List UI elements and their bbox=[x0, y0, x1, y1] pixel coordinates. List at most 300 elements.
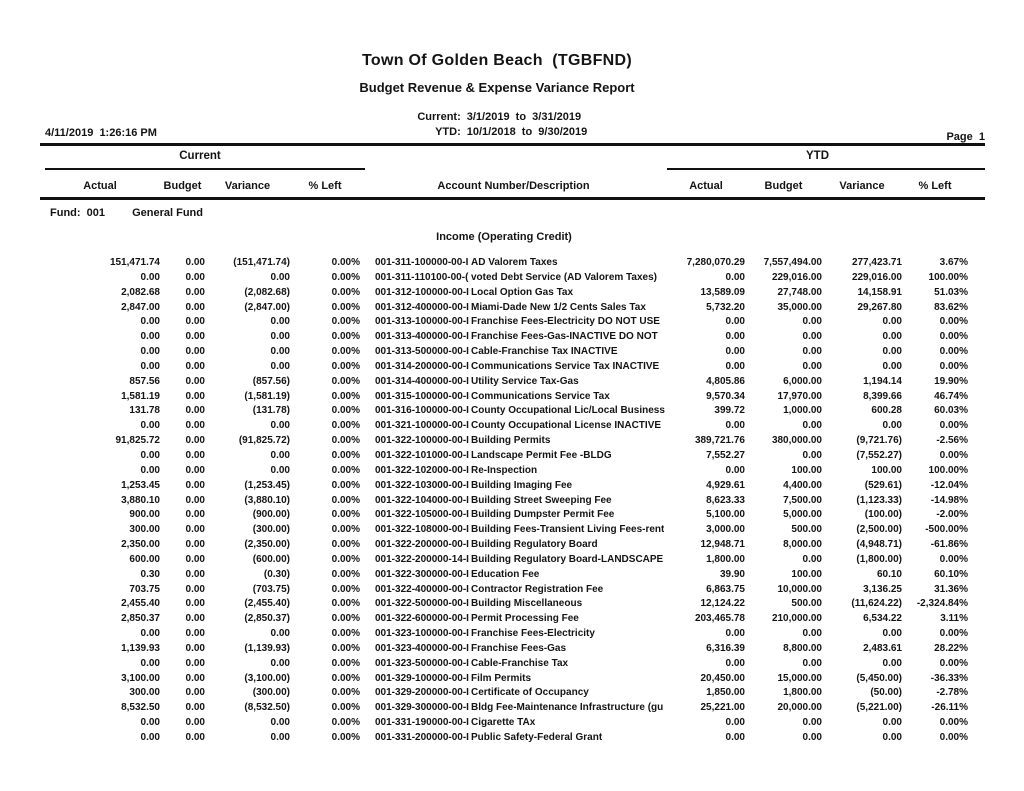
ytd-variance-cell: 0.00 bbox=[882, 360, 902, 372]
ytd-pct-left-cell: 0.00% bbox=[939, 449, 968, 461]
ytd-budget-cell: 500.00 bbox=[791, 524, 822, 536]
current-pct-left-cell: 0.00% bbox=[331, 524, 360, 536]
current-pct-left-cell: 0.00% bbox=[331, 657, 360, 669]
table-row bbox=[0, 612, 1024, 627]
ytd-actual-cell: 0.00 bbox=[725, 331, 745, 343]
current-actual-cell: 0.00 bbox=[140, 732, 160, 743]
ytd-pct-left-cell: -61.86% bbox=[930, 539, 968, 551]
account-description: Miami-Dade New 1/2 Cents Sales Tax bbox=[471, 301, 646, 313]
ytd-budget-cell: 0.00 bbox=[802, 657, 822, 669]
current-actual-cell: 2,847.00 bbox=[121, 301, 160, 313]
ytd-pct-left-cell: -2.56% bbox=[936, 435, 968, 447]
ytd-budget-cell: 0.00 bbox=[802, 628, 822, 640]
current-budget-cell: 0.00 bbox=[185, 657, 205, 669]
table-row bbox=[0, 568, 1024, 583]
ytd-pct-left-cell: 0.00% bbox=[939, 316, 968, 328]
current-variance-cell: (900.00) bbox=[252, 509, 290, 521]
current-pct-left-cell: 0.00% bbox=[331, 509, 360, 521]
account-cell bbox=[360, 523, 667, 538]
current-pct-left-cell: 0.00% bbox=[331, 316, 360, 328]
ytd-pct-left-cell: 0.00% bbox=[939, 420, 968, 432]
current-pct-left-cell: 0.00% bbox=[331, 346, 360, 358]
ytd-pct-left-cell: -500.00% bbox=[925, 524, 968, 536]
current-budget-cell: 0.00 bbox=[185, 732, 205, 743]
current-variance-cell: 0.00 bbox=[270, 732, 290, 743]
ytd-pct-left-cell: -12.04% bbox=[930, 479, 968, 491]
current-variance-cell: (0.30) bbox=[263, 568, 290, 580]
ytd-pct-left-cell: 51.03% bbox=[934, 286, 968, 298]
table-row bbox=[0, 716, 1024, 731]
current-variance-cell: (2,850.37) bbox=[244, 613, 290, 625]
report-period-inner bbox=[397, 110, 587, 140]
current-variance-cell: 0.00 bbox=[270, 316, 290, 328]
ytd-pct-left-cell: 60.03% bbox=[934, 405, 968, 417]
table-row bbox=[0, 360, 1024, 375]
ytd-actual-cell: 389,721.76 bbox=[694, 435, 745, 447]
account-number: 001-322-200000-14-I bbox=[375, 553, 469, 565]
account-cell bbox=[360, 404, 667, 419]
ytd-pct-left-cell: 31.36% bbox=[934, 583, 968, 595]
ytd-budget-cell: 0.00 bbox=[802, 553, 822, 565]
account-cell bbox=[360, 701, 667, 716]
account-cell bbox=[360, 716, 667, 731]
account-cell bbox=[360, 464, 667, 479]
current-pct-left-cell: 0.00% bbox=[331, 301, 360, 313]
current-actual-cell: 1,581.19 bbox=[121, 390, 160, 402]
current-actual-cell: 703.75 bbox=[129, 583, 160, 595]
table-row bbox=[0, 553, 1024, 568]
current-actual-cell: 300.00 bbox=[129, 687, 160, 699]
account-description: Cigarette TAx bbox=[471, 717, 536, 729]
current-pct-left-cell: 0.00% bbox=[331, 628, 360, 640]
current-pct-left-cell: 0.00% bbox=[331, 405, 360, 417]
current-pct-left-cell: 0.00% bbox=[331, 732, 360, 743]
current-pct-left-cell: 0.00% bbox=[331, 449, 360, 461]
account-cell bbox=[360, 449, 667, 464]
account-description: Public Safety-Federal Grant bbox=[471, 732, 603, 743]
current-pct-left-cell: 0.00% bbox=[331, 494, 360, 506]
column-header-row bbox=[0, 180, 1024, 192]
account-number: 001-331-200000-00-I bbox=[375, 732, 469, 743]
col-header-ytd-actual: Actual bbox=[689, 180, 723, 192]
ytd-variance-cell: 0.00 bbox=[882, 331, 902, 343]
ytd-variance-cell: (5,450.00) bbox=[856, 672, 902, 684]
ytd-actual-cell: 1,800.00 bbox=[706, 553, 745, 565]
current-budget-cell: 0.00 bbox=[185, 316, 205, 328]
table-row bbox=[0, 538, 1024, 553]
ytd-pct-left-cell: -2.78% bbox=[936, 687, 968, 699]
ytd-variance-cell: 3,136.25 bbox=[863, 583, 902, 595]
account-number: 001-314-200000-00-I bbox=[375, 360, 469, 372]
col-header-account: Account Number/Description bbox=[437, 180, 590, 192]
current-pct-left-cell: 0.00% bbox=[331, 479, 360, 491]
current-budget-cell: 0.00 bbox=[185, 405, 205, 417]
ytd-actual-cell: 7,552.27 bbox=[706, 449, 745, 461]
current-variance-cell: (1,139.93) bbox=[244, 642, 290, 654]
account-description: Building Regulatory Board bbox=[471, 539, 598, 551]
current-budget-cell: 0.00 bbox=[185, 702, 205, 714]
table-row bbox=[0, 597, 1024, 612]
current-variance-cell: 0.00 bbox=[270, 449, 290, 461]
account-description: Building Street Sweeping Fee bbox=[471, 494, 612, 506]
account-description: Cable-Franchise Tax INACTIVE bbox=[471, 346, 618, 358]
section-title: Income (Operating Credit) bbox=[436, 231, 572, 243]
current-actual-cell: 0.00 bbox=[140, 449, 160, 461]
ytd-budget-cell: 0.00 bbox=[802, 331, 822, 343]
table-row bbox=[0, 672, 1024, 687]
account-description: Building Permits bbox=[471, 435, 551, 447]
ytd-variance-cell: (100.00) bbox=[864, 509, 902, 521]
account-number: 001-322-104000-00-I bbox=[375, 494, 469, 506]
table-row bbox=[0, 390, 1024, 405]
current-budget-cell: 0.00 bbox=[185, 717, 205, 729]
ytd-budget-cell: 8,000.00 bbox=[783, 539, 822, 551]
ytd-actual-cell: 0.00 bbox=[725, 732, 745, 743]
current-pct-left-cell: 0.00% bbox=[331, 613, 360, 625]
ytd-actual-cell: 203,465.78 bbox=[694, 613, 745, 625]
ytd-pct-left-cell: 46.74% bbox=[934, 390, 968, 402]
table-row bbox=[0, 701, 1024, 716]
current-variance-cell: 0.00 bbox=[270, 717, 290, 729]
ytd-pct-left-cell: 3.67% bbox=[939, 257, 968, 268]
ytd-group-underline bbox=[667, 168, 985, 170]
ytd-variance-cell: 6,534.22 bbox=[863, 613, 902, 625]
current-variance-cell: (857.56) bbox=[252, 375, 290, 387]
ytd-actual-cell: 5,732.20 bbox=[706, 301, 745, 313]
top-rule bbox=[40, 143, 985, 146]
current-variance-cell: (2,350.00) bbox=[244, 539, 290, 551]
ytd-budget-cell: 500.00 bbox=[791, 598, 822, 610]
ytd-budget-cell: 100.00 bbox=[791, 464, 822, 476]
account-description: AD Valorem Taxes bbox=[471, 257, 558, 268]
ytd-variance-cell: 60.10 bbox=[876, 568, 902, 580]
ytd-actual-cell: 6,863.75 bbox=[706, 583, 745, 595]
current-variance-cell: 0.00 bbox=[270, 346, 290, 358]
account-number: 001-316-100000-00-I bbox=[375, 405, 469, 417]
account-description: Franchise Fees-Electricity bbox=[471, 628, 595, 640]
ytd-budget-cell: 0.00 bbox=[802, 316, 822, 328]
current-pct-left-cell: 0.00% bbox=[331, 702, 360, 714]
current-pct-left-cell: 0.00% bbox=[331, 390, 360, 402]
current-actual-cell: 0.00 bbox=[140, 271, 160, 283]
current-budget-cell: 0.00 bbox=[185, 539, 205, 551]
current-actual-cell: 0.00 bbox=[140, 360, 160, 372]
account-number: 001-313-400000-00-I bbox=[375, 331, 469, 343]
ytd-variance-cell: (11,624.22) bbox=[851, 598, 902, 610]
account-cell bbox=[360, 286, 667, 301]
current-variance-cell: (131.78) bbox=[252, 405, 290, 417]
account-description: Building Dumpster Permit Fee bbox=[471, 509, 615, 521]
current-actual-cell: 300.00 bbox=[129, 524, 160, 536]
col-header-current-actual: Actual bbox=[83, 180, 117, 192]
ytd-variance-cell: 600.28 bbox=[871, 405, 902, 417]
table-row bbox=[0, 301, 1024, 316]
ytd-budget-cell: 380,000.00 bbox=[771, 435, 822, 447]
table-row bbox=[0, 494, 1024, 509]
account-cell bbox=[360, 508, 667, 523]
current-actual-cell: 3,100.00 bbox=[121, 672, 160, 684]
current-budget-cell: 0.00 bbox=[185, 286, 205, 298]
current-actual-cell: 2,455.40 bbox=[121, 598, 160, 610]
ytd-budget-cell: 27,748.00 bbox=[777, 286, 822, 298]
ytd-variance-cell: (1,800.00) bbox=[856, 553, 902, 565]
account-number: 001-322-500000-00-I bbox=[375, 598, 469, 610]
fund-label: Fund: 001 bbox=[50, 207, 106, 219]
col-header-ytd-pct-left: % Left bbox=[918, 180, 952, 192]
ytd-variance-cell: (1,123.33) bbox=[856, 494, 902, 506]
current-variance-cell: (2,455.40) bbox=[244, 598, 290, 610]
ytd-budget-cell: 17,970.00 bbox=[777, 390, 822, 402]
ytd-actual-cell: 0.00 bbox=[725, 360, 745, 372]
account-cell bbox=[360, 301, 667, 316]
ytd-variance-cell: 0.00 bbox=[882, 657, 902, 669]
current-actual-cell: 151,471.74 bbox=[109, 257, 160, 268]
ytd-variance-cell: (5,221.00) bbox=[856, 702, 902, 714]
current-pct-left-cell: 0.00% bbox=[331, 583, 360, 595]
table-row bbox=[0, 731, 1024, 746]
account-cell bbox=[360, 271, 667, 286]
current-budget-cell: 0.00 bbox=[185, 449, 205, 461]
account-description: Local Option Gas Tax bbox=[471, 286, 574, 298]
current-variance-cell: (91,825.72) bbox=[238, 435, 290, 447]
ytd-variance-cell: 0.00 bbox=[882, 628, 902, 640]
current-budget-cell: 0.00 bbox=[185, 257, 205, 268]
account-description: Communications Service Tax bbox=[471, 390, 610, 402]
ytd-actual-cell: 0.00 bbox=[725, 628, 745, 640]
col-header-ytd-variance: Variance bbox=[839, 180, 885, 192]
ytd-variance-cell: 8,399.66 bbox=[863, 390, 902, 402]
account-number: 001-312-400000-00-I bbox=[375, 301, 469, 313]
current-budget-cell: 0.00 bbox=[185, 524, 205, 536]
account-number: 001-322-102000-00-I bbox=[375, 464, 469, 476]
table-row bbox=[0, 523, 1024, 538]
account-cell bbox=[360, 360, 667, 375]
current-pct-left-cell: 0.00% bbox=[331, 286, 360, 298]
current-pct-left-cell: 0.00% bbox=[331, 420, 360, 432]
ytd-pct-left-cell: 3.11% bbox=[940, 613, 968, 625]
ytd-budget-cell: 15,000.00 bbox=[777, 672, 822, 684]
table-row bbox=[0, 449, 1024, 464]
table-row bbox=[0, 657, 1024, 672]
current-pct-left-cell: 0.00% bbox=[331, 568, 360, 580]
table-row bbox=[0, 627, 1024, 642]
current-budget-cell: 0.00 bbox=[185, 435, 205, 447]
account-number: 001-322-103000-00-I bbox=[375, 479, 469, 491]
current-variance-cell: (3,880.10) bbox=[244, 494, 290, 506]
ytd-budget-cell: 8,800.00 bbox=[783, 642, 822, 654]
ytd-variance-cell: 229,016.00 bbox=[851, 271, 902, 283]
current-budget-cell: 0.00 bbox=[185, 687, 205, 699]
current-pct-left-cell: 0.00% bbox=[331, 672, 360, 684]
fund-line bbox=[50, 207, 203, 219]
table-row bbox=[0, 508, 1024, 523]
account-description: Film Permits bbox=[471, 672, 532, 684]
ytd-pct-left-cell: 100.00% bbox=[928, 464, 968, 476]
generated-timestamp: 4/11/2019 1:26:16 PM bbox=[45, 127, 157, 139]
ytd-actual-cell: 3,000.00 bbox=[706, 524, 745, 536]
account-description: Certificate of Occupancy bbox=[471, 687, 589, 699]
current-budget-cell: 0.00 bbox=[185, 479, 205, 491]
account-number: 001-311-110100-00-( bbox=[375, 271, 469, 283]
ytd-variance-cell: 0.00 bbox=[882, 732, 902, 743]
ytd-pct-left-cell: 0.00% bbox=[939, 331, 968, 343]
account-cell bbox=[360, 672, 667, 687]
table-row bbox=[0, 464, 1024, 479]
current-pct-left-cell: 0.00% bbox=[331, 553, 360, 565]
account-description: Building Miscellaneous bbox=[471, 598, 583, 610]
ytd-pct-left-cell: -2,324.84% bbox=[916, 598, 968, 610]
ytd-actual-cell: 0.00 bbox=[725, 657, 745, 669]
current-budget-cell: 0.00 bbox=[185, 509, 205, 521]
ytd-budget-cell: 0.00 bbox=[802, 360, 822, 372]
ytd-actual-cell: 7,280,070.29 bbox=[686, 257, 745, 268]
account-cell bbox=[360, 553, 667, 568]
ytd-actual-cell: 1,850.00 bbox=[706, 687, 745, 699]
account-cell bbox=[360, 315, 667, 330]
ytd-budget-cell: 10,000.00 bbox=[777, 583, 822, 595]
account-cell bbox=[360, 657, 667, 672]
current-group-underline bbox=[45, 168, 365, 170]
account-number: 001-329-100000-00-I bbox=[375, 672, 469, 684]
account-number: 001-322-105000-00-I bbox=[375, 509, 469, 521]
current-actual-cell: 2,082.68 bbox=[121, 286, 160, 298]
ytd-variance-cell: (529.61) bbox=[864, 479, 902, 491]
account-cell bbox=[360, 583, 667, 598]
col-header-current-budget: Budget bbox=[163, 180, 202, 192]
col-header-ytd-budget: Budget bbox=[764, 180, 803, 192]
current-actual-cell: 8,532.50 bbox=[121, 702, 160, 714]
ytd-pct-left-cell: -26.11% bbox=[931, 702, 968, 714]
current-pct-left-cell: 0.00% bbox=[331, 598, 360, 610]
current-actual-cell: 857.56 bbox=[129, 375, 160, 387]
account-description: Utility Service Tax-Gas bbox=[471, 375, 579, 387]
current-actual-cell: 1,139.93 bbox=[121, 642, 160, 654]
current-actual-cell: 3,880.10 bbox=[121, 494, 160, 506]
account-cell bbox=[360, 390, 667, 405]
ytd-budget-cell: 0.00 bbox=[802, 717, 822, 729]
account-number: 001-329-300000-00-I bbox=[375, 702, 469, 714]
current-variance-cell: (8,532.50) bbox=[244, 702, 290, 714]
account-description: Building Imaging Fee bbox=[471, 479, 573, 491]
ytd-pct-left-cell: 83.62% bbox=[934, 301, 968, 313]
account-cell bbox=[360, 494, 667, 509]
current-variance-cell: 0.00 bbox=[270, 657, 290, 669]
account-number: 001-321-100000-00-I bbox=[375, 420, 469, 432]
account-number: 001-322-400000-00-I bbox=[375, 583, 469, 595]
account-description: Building Fees-Transient Living Fees-rent bbox=[471, 524, 665, 536]
ytd-budget-cell: 5,000.00 bbox=[783, 509, 822, 521]
ytd-actual-cell: 0.00 bbox=[725, 717, 745, 729]
ytd-actual-cell: 0.00 bbox=[725, 346, 745, 358]
report-subtitle: Budget Revenue & Expense Variance Report bbox=[359, 80, 635, 95]
account-cell bbox=[360, 627, 667, 642]
account-description: Landscape Permit Fee -BLDG bbox=[471, 449, 612, 461]
current-pct-left-cell: 0.00% bbox=[331, 375, 360, 387]
ytd-variance-cell: 0.00 bbox=[882, 316, 902, 328]
current-actual-cell: 900.00 bbox=[129, 509, 160, 521]
table-row bbox=[0, 315, 1024, 330]
current-budget-cell: 0.00 bbox=[185, 375, 205, 387]
current-variance-cell: (300.00) bbox=[252, 524, 290, 536]
header-rule bbox=[40, 197, 985, 200]
account-description: Cable-Franchise Tax bbox=[471, 657, 569, 669]
current-budget-cell: 0.00 bbox=[185, 390, 205, 402]
ytd-actual-cell: 399.72 bbox=[714, 405, 745, 417]
ytd-variance-cell: 0.00 bbox=[882, 346, 902, 358]
account-number: 001-311-100000-00-I bbox=[375, 257, 469, 268]
current-variance-cell: (2,082.68) bbox=[244, 286, 290, 298]
ytd-budget-cell: 0.00 bbox=[802, 346, 822, 358]
ytd-budget-cell: 35,000.00 bbox=[777, 301, 822, 313]
ytd-actual-cell: 13,589.09 bbox=[700, 286, 745, 298]
table-row bbox=[0, 434, 1024, 449]
current-budget-cell: 0.00 bbox=[185, 271, 205, 283]
current-variance-cell: (151,471.74) bbox=[233, 257, 290, 268]
current-pct-left-cell: 0.00% bbox=[331, 539, 360, 551]
table-row bbox=[0, 271, 1024, 286]
account-cell bbox=[360, 538, 667, 553]
ytd-actual-cell: 6,316.39 bbox=[706, 642, 745, 654]
ytd-pct-left-cell: 0.00% bbox=[939, 717, 968, 729]
table-row bbox=[0, 404, 1024, 419]
ytd-period-value: 10/1/2018 to 9/30/2019 bbox=[466, 126, 588, 138]
current-pct-left-cell: 0.00% bbox=[331, 717, 360, 729]
ytd-budget-cell: 0.00 bbox=[802, 449, 822, 461]
account-cell bbox=[360, 330, 667, 345]
account-number: 001-322-200000-00-I bbox=[375, 539, 469, 551]
current-actual-cell: 131.78 bbox=[129, 405, 160, 417]
ytd-actual-cell: 9,570.34 bbox=[706, 390, 745, 402]
table-row bbox=[0, 642, 1024, 657]
ytd-pct-left-cell: 60.10% bbox=[934, 568, 968, 580]
table-row bbox=[0, 686, 1024, 701]
account-cell bbox=[360, 597, 667, 612]
table-row bbox=[0, 479, 1024, 494]
ytd-variance-cell: 0.00 bbox=[882, 420, 902, 432]
account-description: County Occupational License INACTIVE bbox=[471, 420, 662, 432]
ytd-actual-cell: 39.90 bbox=[719, 568, 745, 580]
current-variance-cell: 0.00 bbox=[270, 464, 290, 476]
account-cell bbox=[360, 434, 667, 449]
current-pct-left-cell: 0.00% bbox=[331, 360, 360, 372]
ytd-pct-left-cell: 19.90% bbox=[934, 375, 968, 387]
ytd-actual-cell: 0.00 bbox=[725, 464, 745, 476]
current-pct-left-cell: 0.00% bbox=[331, 435, 360, 447]
current-actual-cell: 0.00 bbox=[140, 316, 160, 328]
ytd-variance-cell: 1,194.14 bbox=[863, 375, 902, 387]
current-actual-cell: 600.00 bbox=[129, 553, 160, 565]
account-number: 001-312-100000-00-I bbox=[375, 286, 469, 298]
current-budget-cell: 0.00 bbox=[185, 672, 205, 684]
current-budget-cell: 0.00 bbox=[185, 613, 205, 625]
ytd-period-row bbox=[397, 125, 587, 140]
current-actual-cell: 2,350.00 bbox=[121, 539, 160, 551]
account-description: Communications Service Tax INACTIVE bbox=[471, 360, 660, 372]
table-row bbox=[0, 345, 1024, 360]
current-budget-cell: 0.00 bbox=[185, 494, 205, 506]
account-cell bbox=[360, 345, 667, 360]
table-rows bbox=[0, 256, 1024, 746]
current-pct-left-cell: 0.00% bbox=[331, 331, 360, 343]
current-budget-cell: 0.00 bbox=[185, 642, 205, 654]
ytd-variance-cell: (7,552.27) bbox=[856, 449, 902, 461]
ytd-variance-cell: (9,721.76) bbox=[856, 435, 902, 447]
account-description: Bldg Fee-Maintenance Infrastructure (gu bbox=[471, 702, 664, 714]
ytd-variance-cell: 2,483.61 bbox=[863, 642, 902, 654]
table-row bbox=[0, 286, 1024, 301]
ytd-period-label: YTD: bbox=[435, 126, 461, 138]
account-number: 001-323-400000-00-I bbox=[375, 642, 469, 654]
